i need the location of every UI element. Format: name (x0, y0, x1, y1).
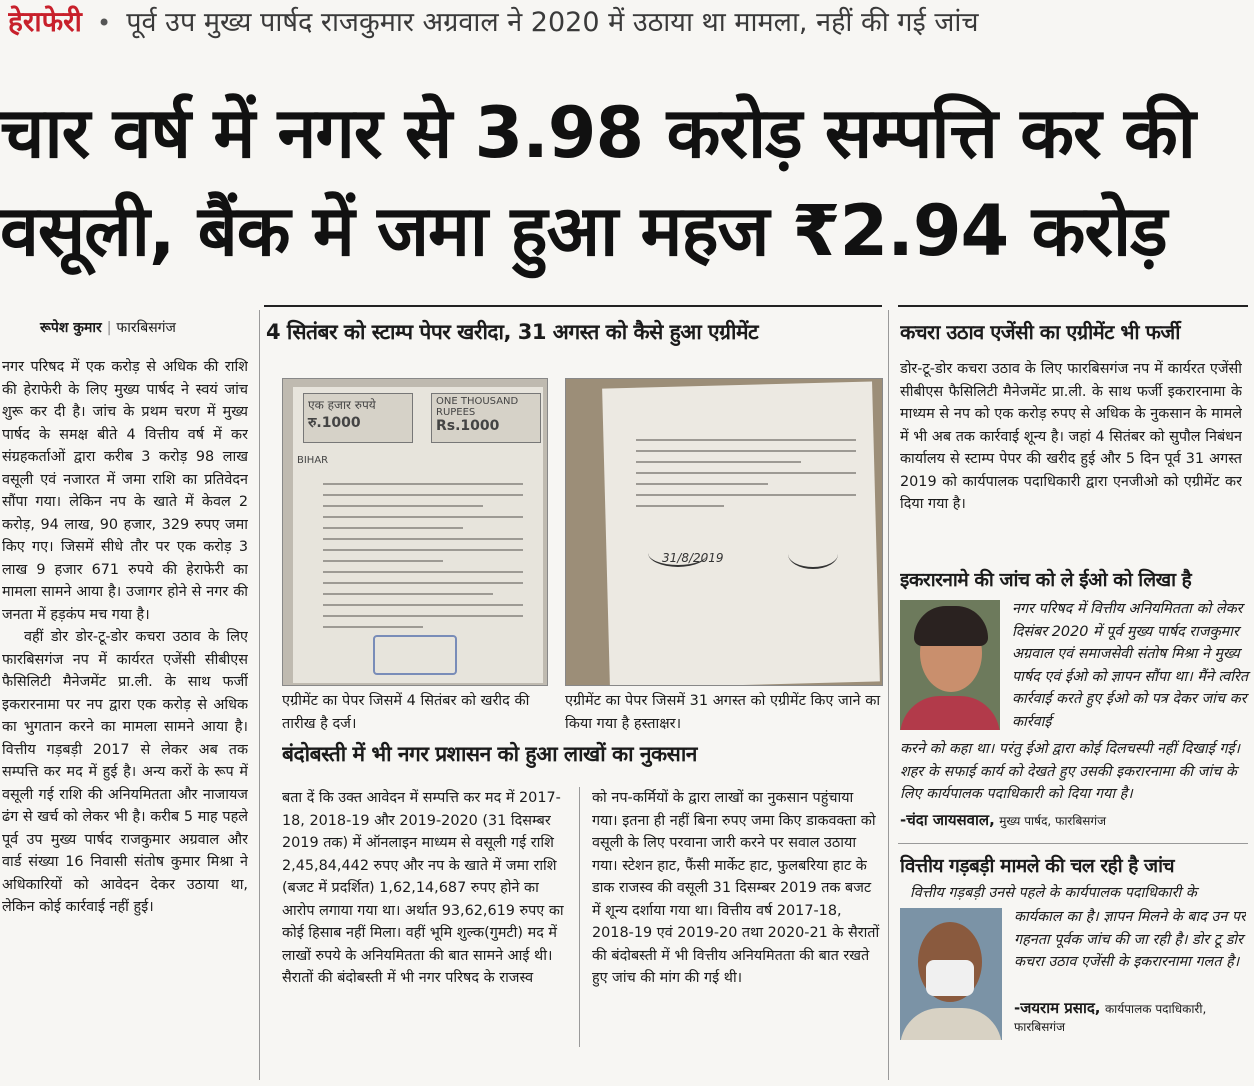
left-paragraph-1: नगर परिषद में एक करोड़ से अधिक की राशि की हेराफेरी के लिए मुख्य पार्षद ने स्वयं जांच शुरू कर दी है। जांच के प्रथम चरण में मुख्य पार्षद के समक्ष बीते 4 वित्तीय वर्ष में कर संग्रहकर्ताओं द्वारा करीब 3 करोड़ 98 लाख वसूली एवं नजारत में जमा राशि का प्रतिवेदन सौंपा गया। लेकिन नप के खाते में केवल 2 करोड़, 94 लाख, 90 हजार, 329 रुपए जमा किए गए। जिसमें सीधे तौर पर एक करोड़ 3 लाख 9 हजार 671 रुपये की हेराफेरी का मामला सामने आया है। उजागर होने से नगर की जनता में हड़कंप मच गया है। (2, 359, 248, 623)
stamp-left-value: रु.1000 (308, 415, 361, 431)
portrait-jayram-prasad (900, 908, 1002, 1040)
stamp-left-label: एक हजार रुपये (308, 398, 376, 412)
portrait-clothing-2 (900, 1008, 1002, 1040)
left-column (2, 356, 248, 1076)
portrait-chanda-jaiswal (900, 600, 1000, 730)
portrait-clothing (900, 696, 1000, 730)
bullet-separator: • (96, 9, 112, 37)
right-head-2: इकरारनामे की जांच को ले ईओ को लिखा है (900, 569, 1192, 591)
byline-place: फारबिसगंज (116, 320, 176, 336)
signature-2-name: -जयराम प्रसाद, (1014, 999, 1101, 1017)
center-column-divider (579, 787, 580, 1047)
main-headline (0, 84, 1254, 280)
signature-1-role: मुख्य पार्षद, फारबिसगंज (999, 814, 1107, 828)
agreement-page-photo (565, 378, 883, 686)
left-paragraph-2: वहीं डोर डोर-टू-डोर कचरा उठाव के लिए फारबिसगंज नप में कार्यरत एजेंसी सीबीएस फैसिलिटी मैनेजमेंट प्रा.ली. के साथ फर्जी इकरारनामा पर नप द्वारा एक करोड़ से अधिक का भुगतान करने का मामला सामने आया है। वित्तीय गड़बड़ी 2017 से लेकर अब तक सम्पत्ति कर मद में हुई है। अन्य करों के रूप में वसूली गई राशि की अनियमितता और नाजायज ढंग से खर्च को लेकर भी है। करीब 5 माह पहले पूर्व उप मुख्य पार्षद राजकुमार अग्रवाल और वार्ड संख्या 16 निवासी संतोष कुमार मिश्रा ने अधिकारियों को आवेदन देकर उठाया था, लेकिन कोई कार्रवाई नहीं हुई। (2, 629, 248, 915)
photo-1-caption: एग्रीमेंट का पेपर जिसमें 4 सितंबर को खरीद की तारीख है दर्ज। (282, 693, 530, 732)
stamp-state: BIHAR (297, 455, 329, 466)
photo-2-caption: एग्रीमेंट का पेपर जिसमें 31 अगस्त को एग्रीमेंट किए जाने का किया गया है हस्ताक्षर। (565, 693, 881, 732)
headline-line-1: चार वर्ष में नगर से 3.98 करोड़ सम्पत्ति कर की (0, 92, 1195, 174)
quote-2-first-line: वित्तीय गड़बड़ी उनसे पहले के कार्यपालक पदाधिकारी के (910, 885, 1197, 901)
section-tag: हेराफेरी (8, 5, 82, 38)
byline (40, 318, 260, 337)
signature-1-name: -चंदा जायसवाल, (900, 811, 995, 829)
quote-1-beside: नगर परिषद में वित्तीय अनियमितता को लेकर दिसंबर 2020 में पूर्व मुख्य पार्षद राजकुमार अग्रवाल एवं समाजसेवी संतोष मिश्रा ने मुख्य पार्षद एवं ईओ को ज्ञापन सौंपा था। मैंने त्वरित कार्रवाई करते हुए ईओ को पत्र देकर जांच कर कार्रवाई (1012, 601, 1249, 730)
signature-right (788, 539, 838, 569)
right-head-1: कचरा उठाव एजेंसी का एग्रीमेंट भी फर्जी (900, 320, 1180, 344)
right-head-3: वित्तीय गड़बड़ी मामले की चल रही है जांच (900, 855, 1175, 877)
kicker-text: पूर्व उप मुख्य पार्षद राजकुमार अग्रवाल ने 2020 में उठाया था मामला, नहीं की गई जांच (126, 7, 979, 38)
center-column-b: को नप-कर्मियों के द्वारा लाखों का नुकसान पहुंचाया गया। इतना ही नहीं बिना रुपए जमा किए डाकवक्ता को वसूली के लिए परवाना जारी करने पर सवाल उठाया गया। स्टेशन हाट, फैंसी मार्केट हाट, फुलबरिया हाट के डाक राजस्व की वसूली 31 दिसम्बर 2019 तक बजट में शून्य दर्शाया गया था। वित्तीय वर्ष 2017-18, 2018-19 एवं 2019-20 तथा 2020-21 के सैरातों की बंदोबस्ती में भी वित्तीय अनियमितता की बात रखते हुए जांच की मांग की गई थी। (592, 790, 880, 986)
face-mask (926, 960, 974, 996)
handwritten-date: 31/8/2019 (662, 551, 724, 565)
right-divider (898, 843, 1248, 844)
signature-2-role: कार्यपालक पदाधिकारी, फारबिसगंज (1014, 1002, 1207, 1034)
signature-2 (1014, 998, 1250, 1035)
right-body-1: डोर-टू-डोर कचरा उठाव के लिए फारबिसगंज नप में कार्यरत एजेंसी सीबीएस फैसिलिटी मैनेजमेंट प्रा.ली. के साथ फर्जी इकरारनामा के माध्यम से नप को एक करोड़ रुपए से अधिक के नुकसान के मामले में भी अब तक कार्रवाई शून्य है। जहां 4 सितंबर को सुपौल निबंधन कार्यालय से स्टाम्प पेपर की खरीद हुई और 5 दिन पूर्व 31 अगस्त 2019 को कार्यपालक पदाधिकारी द्वारा एनजीओ को एग्रीमेंट कर दिया गया है। (900, 361, 1242, 512)
quote-2-rest: कार्यकाल का है। ज्ञापन मिलने के बाद उन पर गहनता पूर्वक जांच की जा रही है। डोर टू डोर कचरा उठाव एजेंसी के इकरारनामा गलत है। (1014, 909, 1246, 970)
headline-line-2: वसूली, बैंक में जमा हुआ महज ₹2.94 करोड़ (0, 190, 1167, 272)
agreement-sheet (602, 382, 880, 686)
column-divider-right (888, 310, 889, 1080)
signature-left (648, 539, 708, 567)
center-top-rule (264, 305, 882, 307)
stamp-right-value: Rs.1000 (436, 418, 500, 434)
stamp-text-lines (323, 483, 523, 637)
quote-1-continued: करने को कहा था। परंतु ईओ द्वारा कोई दिलचस्पी नहीं दिखाई गई। शहर के सफाई कार्य को देखते हुए उसकी इकरारनामा की जांच के लिए कार्यपालक पदाधिकारी को दिया गया है। (900, 741, 1241, 802)
center-column-a: बता दें कि उक्त आवेदन में सम्पत्ति कर मद में 2017-18, 2018-19 और 2019-2020 (31 दिसम्बर 2019 तक) में ऑनलाइन माध्यम से वसूली गई राशि 2,45,84,442 रुपए और नप के खाते में जमा राशि (बजट में प्रदर्शित) 1,62,14,687 रुपए होने का आरोप लगाया गया था। अर्थात 93,62,619 रुपए का कोई हिसाब नहीं मिला। वहीं भूमि शुल्क(गुमटी) मद में लाखों रुपये के अनियमितता की बात सामने आई थी। सैरातों की बंदोबस्ती में भी नगर परिषद के राजस्व (282, 790, 564, 986)
right-top-rule (898, 305, 1248, 307)
byline-separator: | (106, 320, 112, 336)
kicker-line (8, 2, 1248, 46)
column-divider-left (259, 310, 260, 1080)
official-seal-stamp (373, 635, 457, 675)
stamp-left (303, 393, 413, 443)
author-name: रूपेश कुमार (40, 320, 102, 336)
center-subhead-2: बंदोबस्ती में भी नगर प्रशासन को हुआ लाखों का नुकसान (282, 742, 697, 766)
stamp-right (431, 393, 541, 443)
agreement-text-lines (636, 439, 856, 516)
stamp-right-label: ONE THOUSAND RUPEES (436, 396, 519, 418)
center-subhead: 4 सितंबर को स्टाम्प पेपर खरीदा, 31 अगस्त को कैसे हुआ एग्रीमेंट (266, 320, 759, 344)
stamp-paper-photo (282, 378, 548, 686)
portrait-hair (914, 606, 988, 646)
signature-1 (900, 810, 1246, 830)
